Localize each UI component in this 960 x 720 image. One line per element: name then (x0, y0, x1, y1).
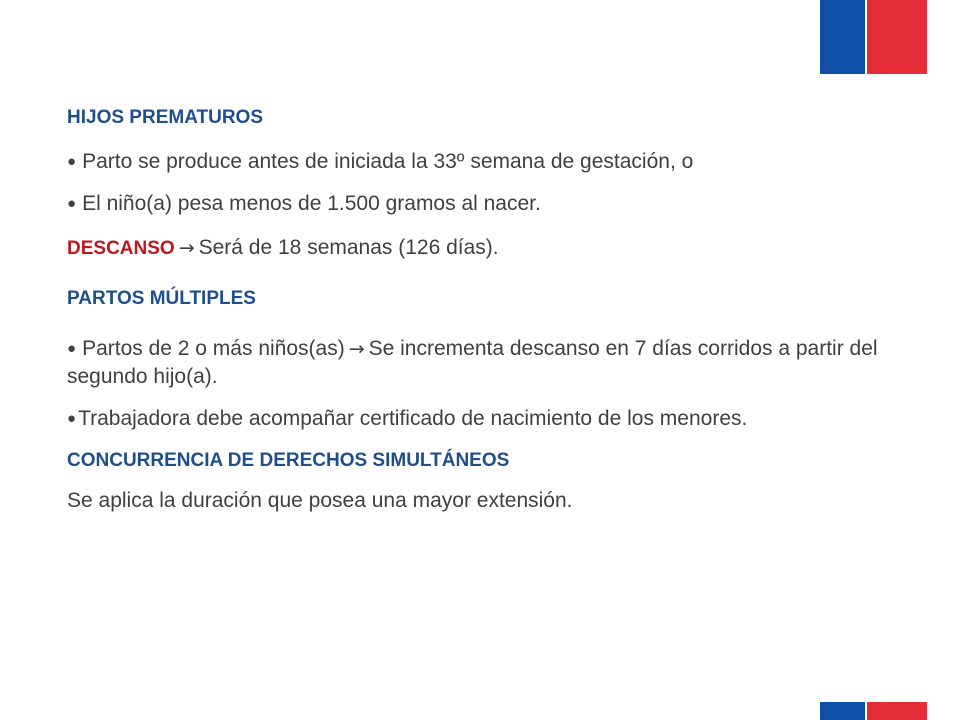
bullet-text: Parto se produce antes de iniciada la 33º semana de gestación, o (82, 150, 694, 173)
right-arrow-icon: → (178, 237, 195, 259)
slide-content (67, 104, 897, 529)
descanso-line (67, 234, 897, 263)
bullet-text: Trabajadora debe acompañar certificado de nacimiento de los menores. (78, 407, 748, 430)
flag-decoration-top (820, 0, 927, 74)
heading-hijos-prematuros: HIJOS PREMATUROS (67, 107, 264, 128)
right-arrow-icon: → (348, 338, 365, 360)
heading-partos-multiples: PARTOS MÚLTIPLES (67, 288, 256, 309)
flag-red-stripe (867, 0, 927, 74)
bullet-text: El niño(a) pesa menos de 1.500 gramos al nacer. (82, 192, 541, 215)
bullet-icon: ● (67, 195, 77, 212)
descanso-label: DESCANSO (67, 238, 175, 259)
bullet-icon: ● (67, 410, 77, 427)
bullet-text: Partos de 2 o más niños(as) (82, 337, 345, 360)
bullet-icon: ● (67, 153, 77, 170)
flag-blue-stripe (820, 702, 865, 720)
bullet-item (67, 335, 897, 391)
bullet-item (67, 148, 897, 176)
heading-concurrencia: CONCURRENCIA DE DERECHOS SIMULTÁNEOS (67, 450, 510, 471)
bullet-item (67, 190, 897, 218)
concurrencia-text: Se aplica la duración que posea una mayor extensión. (67, 489, 573, 512)
flag-red-stripe (867, 702, 927, 720)
flag-decoration-bottom (820, 702, 927, 720)
bullet-item (67, 405, 897, 433)
bullet-text-continued: Se incrementa descanso en 7 días corridos a partir del segundo hijo(a). (67, 337, 878, 388)
descanso-text: Será de 18 semanas (126 días). (198, 236, 499, 259)
bullet-icon: ● (67, 340, 77, 357)
flag-blue-stripe (820, 0, 865, 74)
